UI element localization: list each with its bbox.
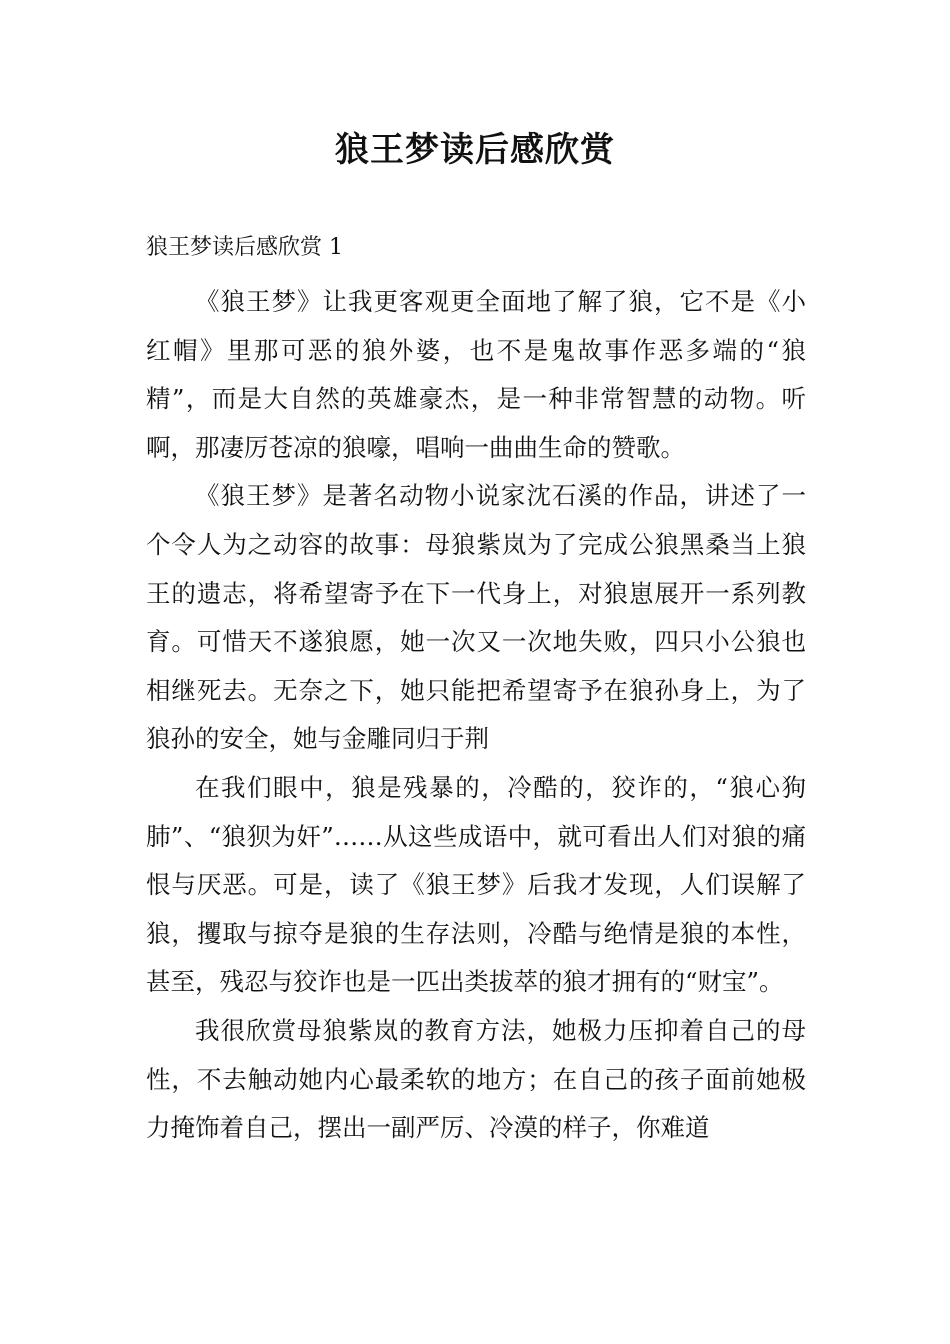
paragraph: 《狼王梦》让我更客观更全面地了解了狼，它不是《小红帽》里那可恶的狼外婆，也不是鬼故事作恶多端的“狼精”，而是大自然的英雄豪杰，是一种非常智慧的动物。听啊，那凄厉苍凉的狼嚎，唱响一曲曲生命的赞歌。 [146, 287, 806, 462]
paragraph: 我很欣赏母狼紫岚的教育方法，她极力压抑着自己的母性，不去触动她内心最柔软的地方；在自己的孩子面前她极力掩饰着自己，摆出一副严厉、冷漠的样子，你难道 [146, 1015, 806, 1143]
section-heading: 狼王梦读后感欣赏 1 [146, 235, 343, 260]
paragraph: 在我们眼中，狼是残暴的，冷酷的，狡诈的，“狼心狗肺”、“狼狈为奸”……从这些成语中，就可看出人们对狼的痛恨与厌恶。可是，读了《狼王梦》后我才发现，人们误解了狼，攫取与掠夺是狼的生存法则，冷酷与绝情是狼的本性，甚至，残忍与狡诈也是一匹出类拔萃的狼才拥有的“财宝”。 [146, 772, 806, 997]
document-title: 狼王梦读后感欣赏 [335, 130, 615, 170]
paragraph: 《狼王梦》是著名动物小说家沈石溪的作品，讲述了一个令人为之动容的故事：母狼紫岚为了完成公狼黑桑当上狼王的遗志，将希望寄予在下一代身上，对狼崽展开一系列教育。可惜天不遂狼愿，她一次又一次地失败，四只小公狼也相继死去。无奈之下，她只能把希望寄予在狼孙身上，为了狼孙的安全，她与金雕同归于荆 [146, 481, 806, 754]
document-body [146, 278, 806, 1153]
